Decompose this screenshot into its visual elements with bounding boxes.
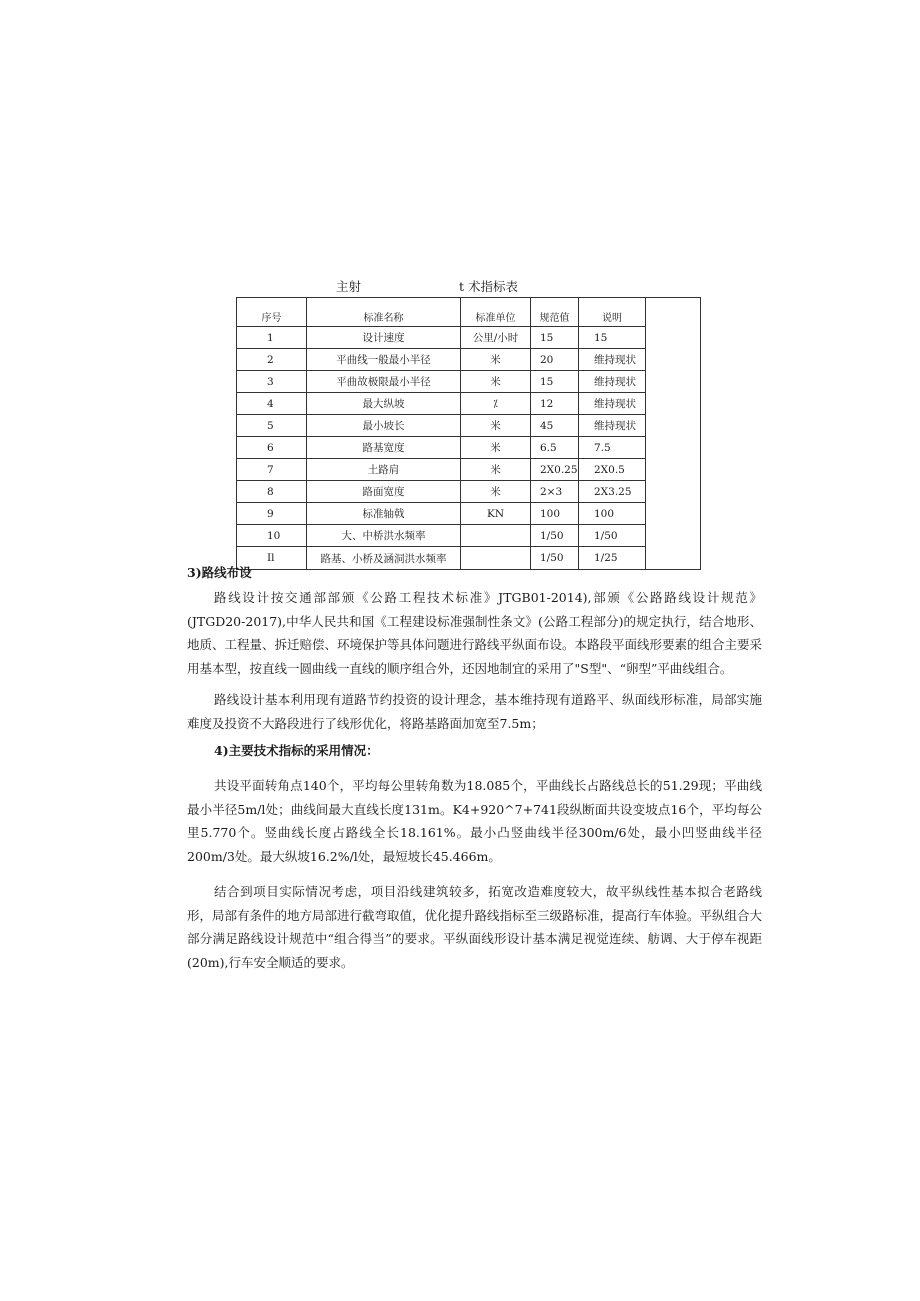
table-row [237, 349, 701, 371]
section3-heading: 3)路线布设 [187, 565, 252, 580]
table-extra-cell [646, 503, 701, 525]
table-cell: 3 [237, 371, 307, 393]
section4-paragraph-2: 结合到项目实际情况考虑，项目沿线建筑较多，拓宽改造难度较大，故平纵线性基本拟合老路线形，局部有条件的地方局部进行截弯取值，优化提升路线指标至三级路标准，提高行车体验。平纵组合大部分满足路线设计规范中“组合得当”的要求。平纵面线形设计基本满足视觉连续、舫调、大于停车视距(20m),行车安全顺适的要求。 [187, 884, 763, 970]
table-cell: 大、中桥洪水频率 [307, 525, 461, 547]
table-row [237, 503, 701, 525]
table-cell: 标准轴戟 [307, 503, 461, 525]
table-cell: 平曲故极限最小半径 [307, 371, 461, 393]
section3-paragraph-1: 路线设计按交通部部颁《公路工程技术标准》JTGB01-2014),部颁《公路路线设计规范》(JTGD20-2017),中华人民共和国《工程建设标准强制性条文》(公路工程部分)的规定执行，结合地形、地质、工程量、拆迁赔偿、环境保护等具体问题进行路线平纵面布设。本路段平面线形要素的组合主要采用基本型，按直线一圆曲线一直线的顺序组合外，还因地制宜的采用了"S型"、“卵型”平曲线组合。 [187, 590, 763, 676]
table-cell: Il [237, 547, 307, 570]
table-row [237, 415, 701, 437]
table-row [237, 525, 701, 547]
table-cell: 维持现状 [579, 349, 646, 371]
table-extra-cell [646, 437, 701, 459]
table-cell: 公里/小时 [461, 327, 531, 349]
table-cell: 2×3 [531, 481, 579, 503]
table-cell: 土路肩 [307, 459, 461, 481]
table-cell: 8 [237, 481, 307, 503]
table-cell: 米 [461, 371, 531, 393]
table-cell: 2X3.25 [579, 481, 646, 503]
table-cell: 4 [237, 393, 307, 415]
table-cell: 平曲线一般最小半径 [307, 349, 461, 371]
table-cell: 12 [531, 393, 579, 415]
table-cell: 2X0.25 [531, 459, 579, 481]
table-cell: 10 [237, 525, 307, 547]
table-header-row [237, 298, 701, 327]
table-cell: 15 [531, 371, 579, 393]
table-extra-cell [646, 525, 701, 547]
table-cell: 米 [461, 437, 531, 459]
table-header-cell: 标准单位 [461, 298, 531, 327]
table-row [237, 437, 701, 459]
table-cell: 20 [531, 349, 579, 371]
table-row [237, 371, 701, 393]
table-title-left: 主射 [336, 279, 362, 294]
table-cell: 米 [461, 459, 531, 481]
table-cell: 最大纵坡 [307, 393, 461, 415]
table-cell: 1/25 [579, 547, 646, 570]
table-header-cell: 标准名称 [307, 298, 461, 327]
table-cell: KN [461, 503, 531, 525]
table-extra-cell [646, 415, 701, 437]
table-cell: 9 [237, 503, 307, 525]
table-cell: 设计速度 [307, 327, 461, 349]
table-cell: 最小坡长 [307, 415, 461, 437]
section4-paragraph-1: 共设平面转角点140个，平均每公里转角数为18.085个，平曲线长占路线总长的51.29现；平曲线最小半径5m/l处；曲线间最大直线长度131m。K4+920^7+741段纵断面共设变坡点16个，平均每公里5.770个。竖曲线长度占路线全长18.161%。最小凸竖曲线半径300m/6处，最小凹竖曲线半径200m/3处。最大纵坡16.2%/l处，最短坡长45.466m。 [187, 778, 762, 864]
table-cell: 100 [579, 503, 646, 525]
table-cell: 路基宽度 [307, 437, 461, 459]
table-cell: 米 [461, 349, 531, 371]
table-title [236, 278, 698, 296]
table-cell: 路面宽度 [307, 481, 461, 503]
table-cell: 路基、小桥及涵洞洪水频率 [307, 547, 461, 570]
table-cell: 100 [531, 503, 579, 525]
table-extra-cell [646, 481, 701, 503]
table-title-right: t 术指标表 [459, 279, 518, 294]
table-extra-cell [646, 547, 701, 570]
table-header-cell: 规范值 [531, 298, 579, 327]
table-cell: 6 [237, 437, 307, 459]
table-row [237, 481, 701, 503]
table-cell: ⁒ [461, 393, 531, 415]
table-cell: 维持现状 [579, 415, 646, 437]
table-cell: 7.5 [579, 437, 646, 459]
table-extra-cell [646, 298, 701, 327]
table-cell: 维持现状 [579, 371, 646, 393]
table-extra-cell [646, 327, 701, 349]
table-cell [461, 547, 531, 570]
table-header-cell: 序号 [237, 298, 307, 327]
table-cell: 维持现状 [579, 393, 646, 415]
table-header-cell: 说明 [579, 298, 646, 327]
table-row [237, 327, 701, 349]
section4-heading: 4)主要技术指标的采用情况： [214, 743, 379, 758]
table-cell: 米 [461, 481, 531, 503]
table-row [237, 547, 701, 570]
section3-paragraph-2: 路线设计基本利用现有道路节约投资的设计理念，基本维持现有道路平、纵面线形标准，局部实施难度及投资不大路段进行了线形优化，将路基路面加宽至7.5m； [187, 692, 762, 731]
table-extra-cell [646, 371, 701, 393]
table-cell: 15 [531, 327, 579, 349]
table-cell: 2X0.5 [579, 459, 646, 481]
table-cell: 6.5 [531, 437, 579, 459]
table-extra-cell [646, 349, 701, 371]
table-cell: 米 [461, 415, 531, 437]
table-cell: 1 [237, 327, 307, 349]
table-extra-cell [646, 393, 701, 415]
table-cell: 1/50 [531, 525, 579, 547]
table-cell: 1/50 [579, 525, 646, 547]
table-cell: 7 [237, 459, 307, 481]
table-cell: 1/50 [531, 547, 579, 570]
table-row [237, 459, 701, 481]
technical-indicator-table [236, 297, 701, 570]
table-cell: 15 [579, 327, 646, 349]
table-cell: 5 [237, 415, 307, 437]
table-row [237, 393, 701, 415]
table-extra-cell [646, 459, 701, 481]
table-cell [461, 525, 531, 547]
table-cell: 2 [237, 349, 307, 371]
table-cell: 45 [531, 415, 579, 437]
